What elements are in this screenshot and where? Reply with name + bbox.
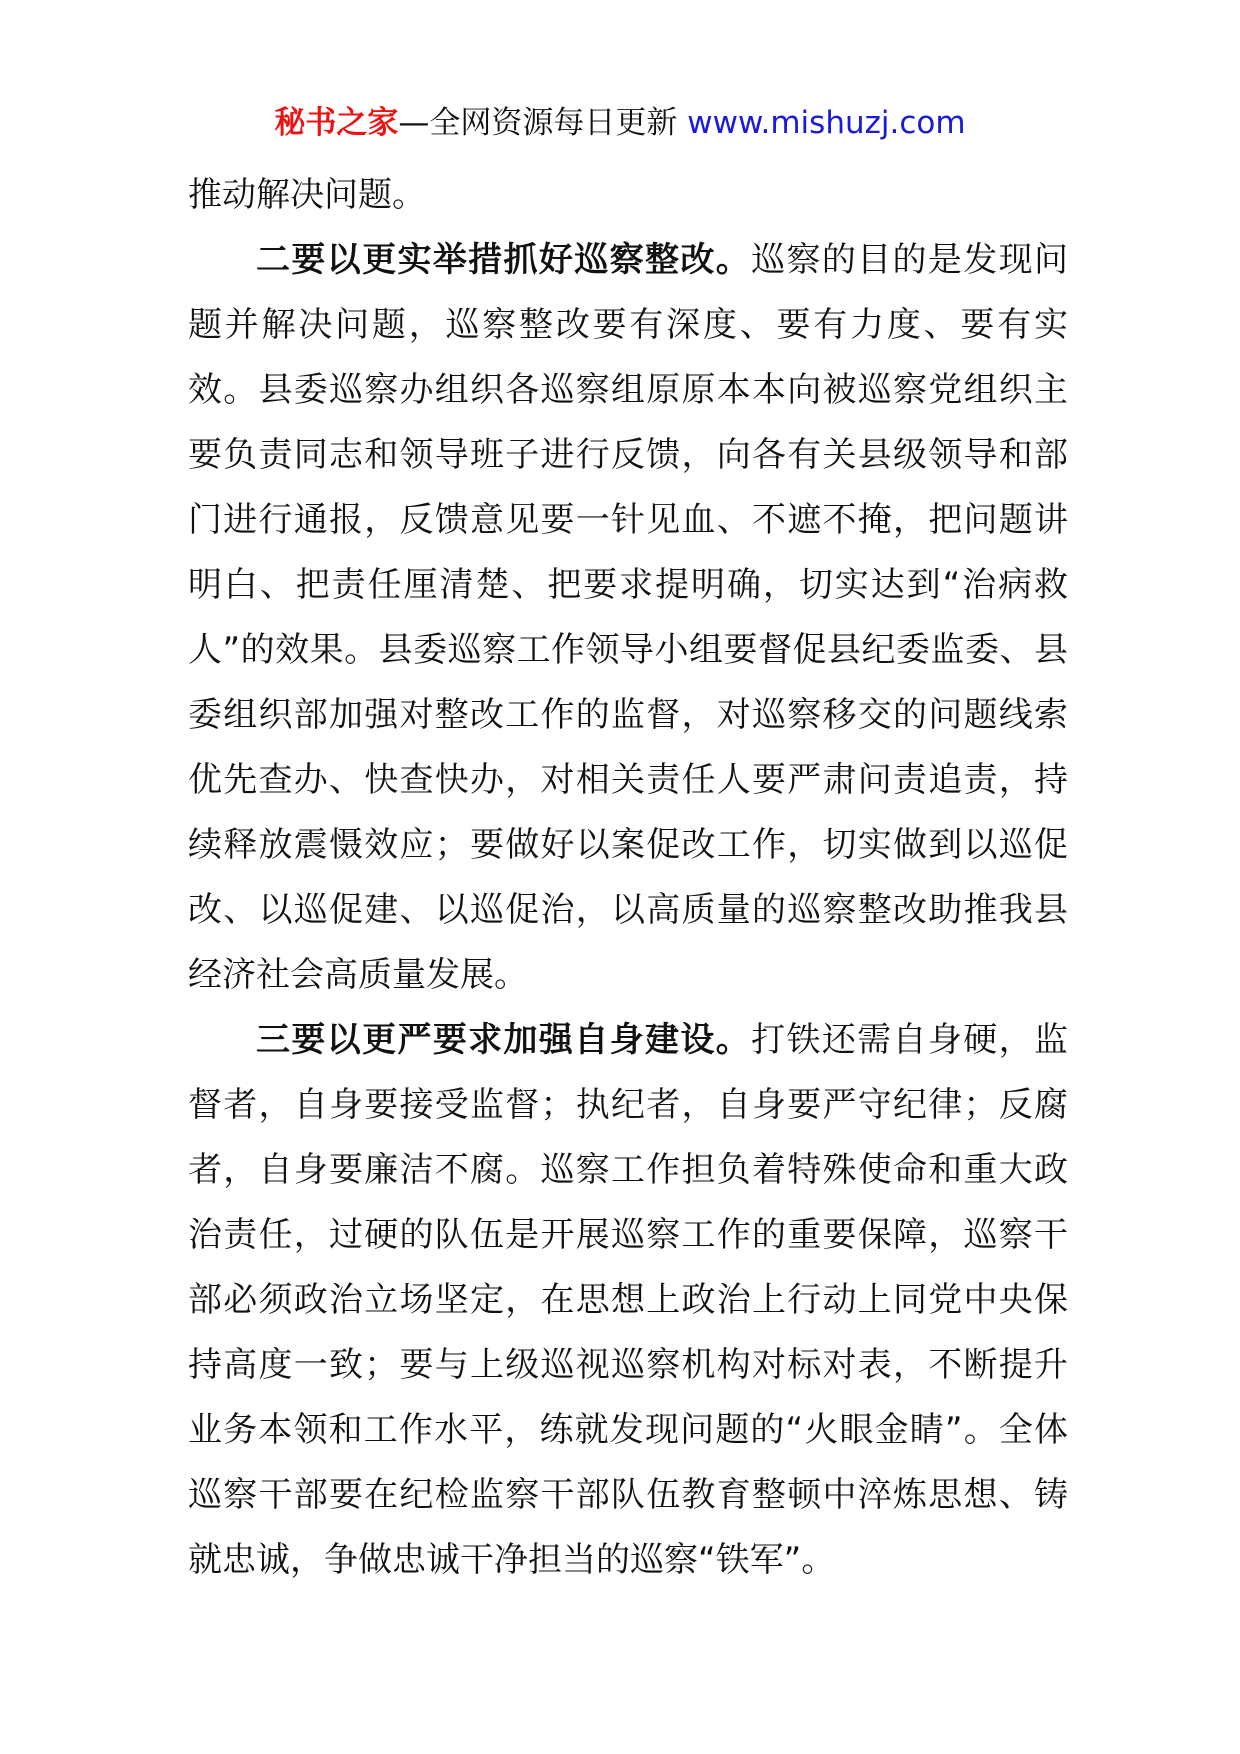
paragraph-continuation	[188, 163, 1068, 228]
paragraph-rectification	[188, 228, 1068, 1008]
page-header	[0, 100, 1240, 146]
paragraph-text: 巡察的目的是发现问题并解决问题，巡察整改要有深度、要有力度、要有实效。县委巡察办组织各巡察组原原本本向被巡察党组织主要负责同志和领导班子进行反馈，向各有关县级领导和部门进行通报，反馈意见要一针见血、不遮不掩，把问题讲明白、把责任厘清楚、把要求提明确，切实达到“治病救人”的效果。县委巡察工作领导小组要督促县纪委监委、县委组织部加强对整改工作的监督，对巡察移交的问题线索优先查办、快查快办，对相关责任人要严肃问责追责，持续释放震慑效应；要做好以案促改工作，切实做到以巡促改、以巡促建、以巡促治，以高质量的巡察整改助推我县经济社会高质量发展。	[188, 240, 1069, 995]
header-brand: 秘书之家	[274, 105, 399, 141]
paragraph-text: 推动解决问题。	[188, 175, 426, 215]
header-tagline: —全网资源每日更新	[398, 105, 688, 141]
paragraph-heading: 三要以更严要求加强自身建设。	[256, 1020, 752, 1060]
document-body	[188, 163, 1068, 1593]
paragraph-text: 打铁还需自身硬，监督者，自身要接受监督；执纪者，自身要严守纪律；反腐者，自身要廉洁不腐。巡察工作担负着特殊使命和重大政治责任，过硬的队伍是开展巡察工作的重要保障，巡察干部必须政治立场坚定，在思想上政治上行动上同党中央保持高度一致；要与上级巡视巡察机构对标对表，不断提升业务本领和工作水平，练就发现问题的“火眼金睛”。全体巡察干部要在纪检监察干部队伍教育整顿中淬炼思想、铸就忠诚，争做忠诚干净担当的巡察“铁军”。	[188, 1020, 1069, 1580]
header-url-link[interactable]: www.mishuzj.com	[687, 105, 966, 141]
paragraph-self-construction	[188, 1008, 1068, 1593]
paragraph-heading: 二要以更实举措抓好巡察整改。	[256, 240, 752, 280]
